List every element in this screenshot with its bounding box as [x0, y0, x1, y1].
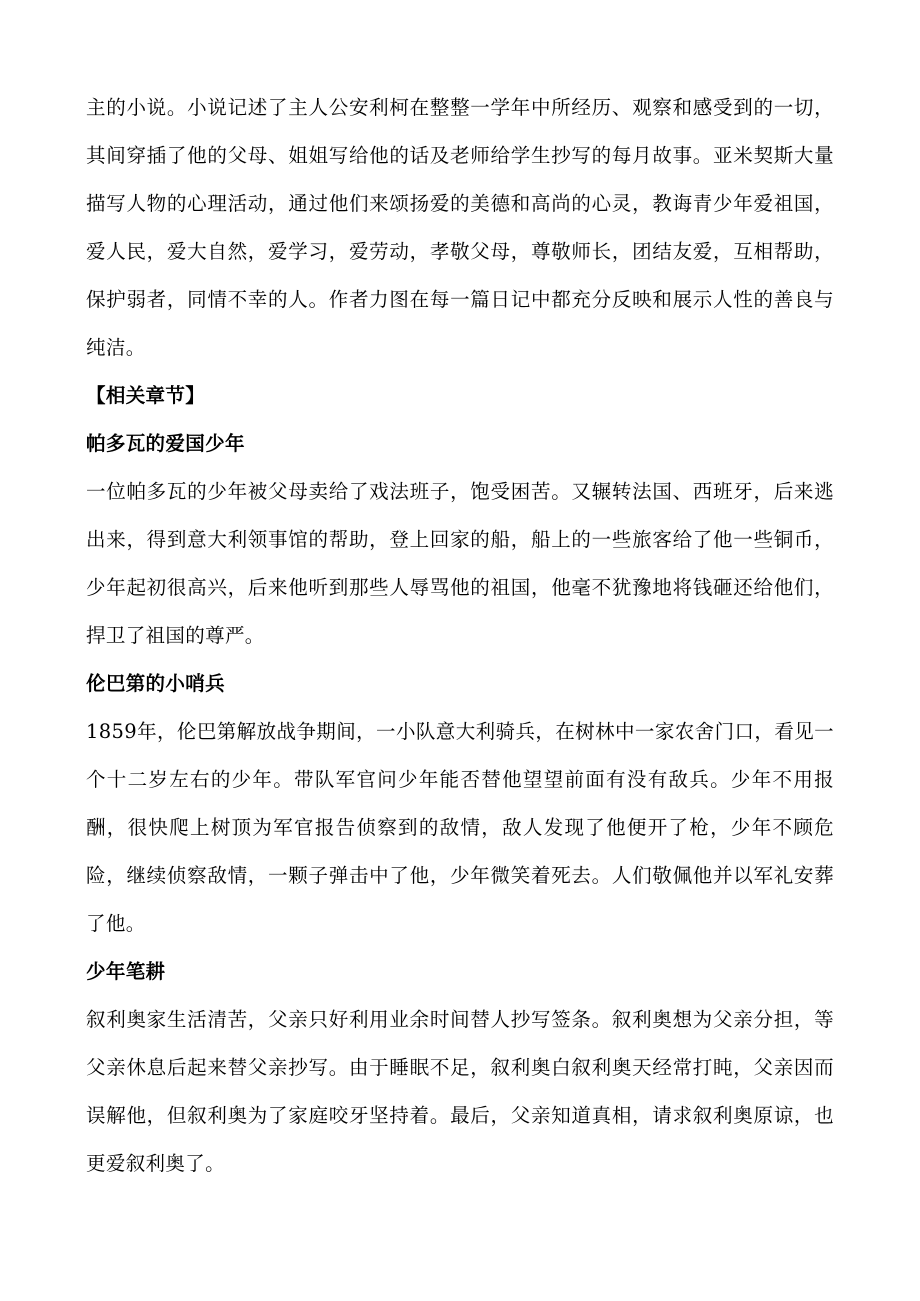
story-heading: 帕多瓦的爱国少年 [86, 432, 245, 455]
intro-paragraph: 主的小说。小说记述了主人公安利柯在整整一学年中所经历、观察和感受到的一切，其间穿插了他的父母、姐姐写给他的话及老师给学生抄写的每月故事。亚米契斯大量描写人物的心理活动，通过他们来颂扬爱的美德和高尚的心灵，教诲青少年爱祖国，爱人民，爱大自然，爱学习，爱劳动，孝敬父母，尊敬师长，团结友爱，互相帮助，保护弱者，同情不幸的人。作者力图在每一篇日记中都充分反映和展示人性的善良与纯洁。 [86, 96, 834, 359]
section-title-related-chapters: 【相关章节】 [86, 384, 206, 407]
story-section-writer [86, 948, 834, 1188]
story-section-lombardy [86, 660, 834, 948]
story-body: 一位帕多瓦的少年被父母卖给了戏法班子，饱受困苦。又辗转法国、西班牙，后来逃出来，得到意大利领事馆的帮助，登上回家的船，船上的一些旅客给了他一些铜币，少年起初很高兴，后来他听到那些人辱骂他的祖国，他毫不犹豫地将钱砸还给他们，捍卫了祖国的尊严。 [86, 480, 834, 647]
document-page [86, 84, 834, 1188]
story-heading: 少年笔耕 [86, 960, 166, 983]
story-body: 叙利奥家生活清苦，父亲只好利用业余时间替人抄写签条。叙利奥想为父亲分担，等父亲休息后起来替父亲抄写。由于睡眠不足，叙利奥白叙利奥天经常打盹，父亲因而误解他，但叙利奥为了家庭咬牙坚持着。最后，父亲知道真相，请求叙利奥原谅，也更爱叙利奥了。 [86, 1008, 834, 1175]
story-heading: 伦巴第的小哨兵 [86, 672, 225, 695]
story-section-padova [86, 420, 834, 660]
story-body: 1859年，伦巴第解放战争期间，一小队意大利骑兵，在树林中一家农舍门口，看见一个十二岁左右的少年。带队军官问少年能否替他望望前面有没有敌兵。少年不用报酬，很快爬上树顶为军官报告侦察到的敌情，敌人发现了他便开了枪，少年不顾危险，继续侦察敌情，一颗子弹击中了他，少年微笑着死去。人们敬佩他并以军礼安葬了他。 [86, 720, 834, 935]
